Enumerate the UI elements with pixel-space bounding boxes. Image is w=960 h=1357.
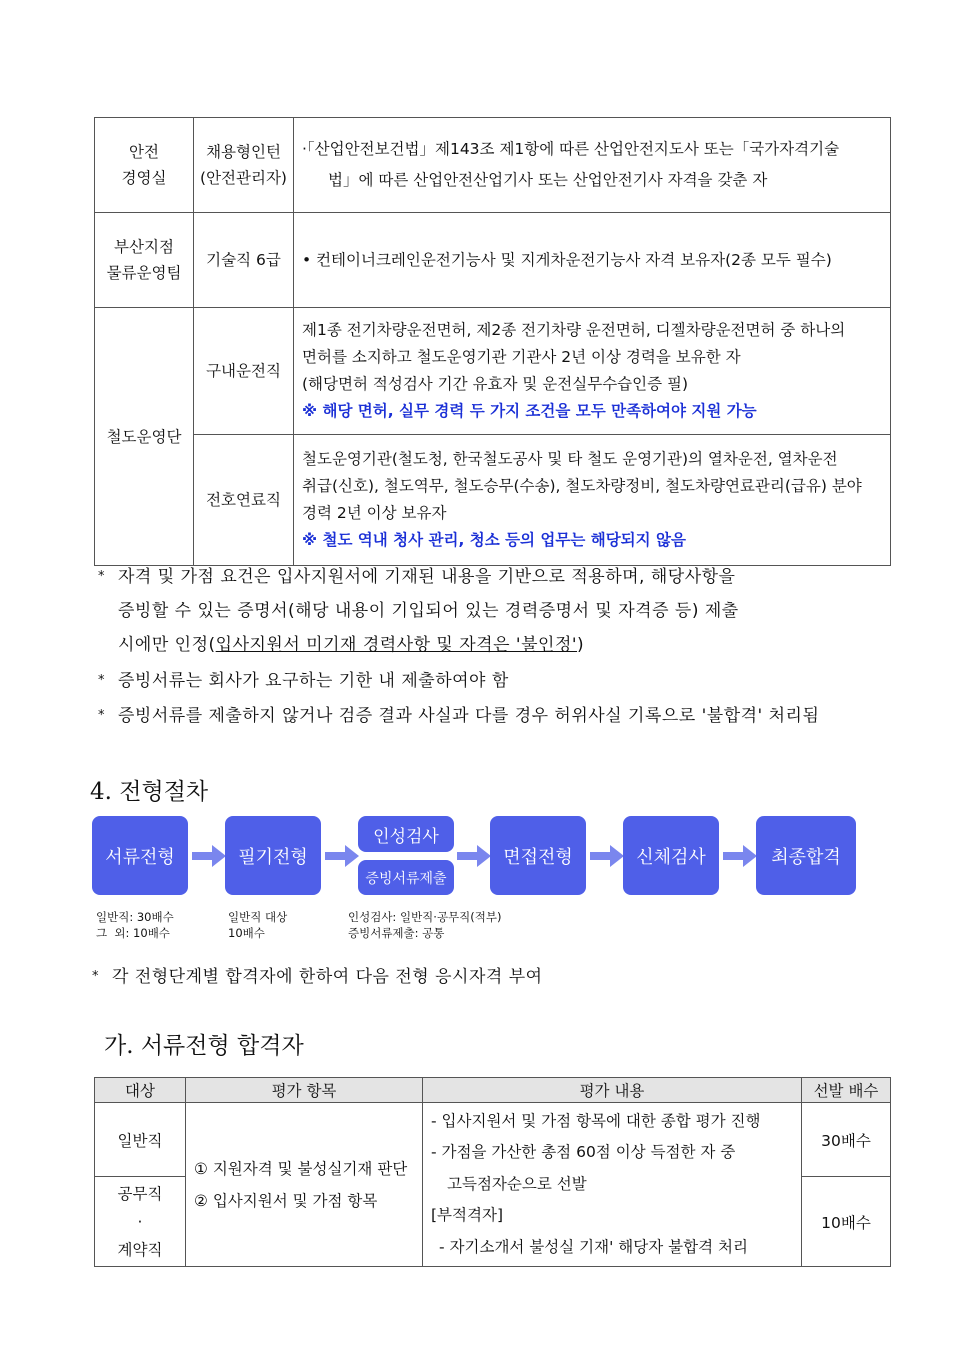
arrow-right-icon bbox=[590, 845, 624, 867]
requirements-table bbox=[94, 117, 891, 566]
step-written: 필기전형 bbox=[225, 816, 321, 895]
role-cell: 전호연료직 bbox=[194, 435, 294, 566]
step-documents-submit: 증빙서류제출 bbox=[358, 860, 454, 895]
requirement-cell: 철도운영기관(철도청, 한국철도공사 및 타 철도 운영기관)의 열차운전, 열차운전 취급(신호), 철도역무, 철도승무(수송), 철도차량정비, 철도차량연료관리(급유) 분야 경력 2년 이상 보유자 ※ 철도 역내 청사 관리, 청소 등의 업무는 해당되지 않음 bbox=[294, 435, 891, 566]
step-interview: 면접전형 bbox=[490, 816, 586, 895]
header-multiplier: 선발 배수 bbox=[802, 1078, 891, 1103]
arrow-right-icon bbox=[325, 845, 359, 867]
arrow-right-icon bbox=[457, 845, 491, 867]
caption-document: 일반직: 30배수 그 외: 10배수 bbox=[96, 910, 174, 940]
evaluation-content: - 입사지원서 및 가점 항목에 대한 종합 평가 진행 - 가점을 가산한 총점 60점 이상 득점한 자 중 고득점자순으로 선발 [부적격자] - 자기소개서 불성실 기재' 해당자 불합격 처리 bbox=[423, 1103, 802, 1267]
role-cell: 채용형인턴 (안전관리자) bbox=[194, 118, 294, 213]
multiplier-general: 30배수 bbox=[802, 1103, 891, 1177]
header-content: 평가 내용 bbox=[423, 1078, 802, 1103]
target-other: 공무직 · 계약직 bbox=[95, 1177, 186, 1267]
evaluation-items: ① 지원자격 및 불성실기재 판단 ② 입사지원서 및 가점 항목 bbox=[186, 1103, 423, 1267]
note-3: * 증빙서류를 제출하지 않거나 검증 결과 사실과 다를 경우 허위사실 기록으로 '불합격' 처리됨 bbox=[98, 706, 820, 726]
caption-written: 일반직 대상 10배수 bbox=[228, 910, 288, 940]
requirement-cell: ·「산업안전보건법」제143조 제1항에 따른 산업안전지도사 또는「국가자격기술 법」에 따른 산업안전산업기사 또는 산업안전기사 자격을 갖춘 자 bbox=[294, 118, 891, 213]
role-cell: 기술직 6급 bbox=[194, 213, 294, 308]
note-stage: * 각 전형단계별 합격자에 한하여 다음 전형 응시자격 부여 bbox=[92, 967, 543, 987]
note-2: * 증빙서류는 회사가 요구하는 기한 내 제출하여야 함 bbox=[98, 671, 509, 691]
selection-table bbox=[94, 1077, 891, 1267]
subsection-title: 가. 서류전형 합격자 bbox=[104, 1033, 304, 1059]
header-target: 대상 bbox=[95, 1078, 186, 1103]
dept-cell: 부산지점 물류운영팀 bbox=[95, 213, 194, 308]
multiplier-other: 10배수 bbox=[802, 1177, 891, 1267]
caption-personality: 인성검사: 일반직·공무직(적부) 증빙서류제출: 공통 bbox=[348, 910, 502, 940]
dept-cell: 철도운영단 bbox=[95, 308, 194, 566]
note-1: * 자격 및 가점 요건은 입사지원서에 기재된 내용을 기반으로 적용하며, 해당사항을 증빙할 수 있는 증명서(해당 내용이 기입되어 있는 경력증명서 및 자격증 등) 제출 시에만 인정(입사지원서 미기재 경력사항 및 자격은 '불인정') bbox=[98, 567, 739, 655]
notice-text: ※ 철도 역내 청사 관리, 청소 등의 업무는 해당되지 않음 bbox=[302, 531, 686, 549]
target-general: 일반직 bbox=[95, 1103, 186, 1177]
requirement-cell: • 컨테이너크레인운전기능사 및 지게차운전기능사 자격 보유자(2종 모두 필수) bbox=[294, 213, 891, 308]
section-title: 4. 전형절차 bbox=[90, 779, 209, 805]
step-document: 서류전형 bbox=[92, 816, 188, 895]
step-physical: 신체검사 bbox=[623, 816, 719, 895]
header-items: 평가 항목 bbox=[186, 1078, 423, 1103]
step-final: 최종합격 bbox=[756, 816, 856, 895]
step-personality: 인성검사 bbox=[358, 816, 454, 852]
arrow-right-icon bbox=[723, 845, 757, 867]
dept-cell: 안전 경영실 bbox=[95, 118, 194, 213]
notice-text: ※ 해당 면허, 실무 경력 두 가지 조건을 모두 만족하여야 지원 가능 bbox=[302, 402, 757, 420]
role-cell: 구내운전직 bbox=[194, 308, 294, 435]
requirement-cell: 제1종 전기차량운전면허, 제2종 전기차량 운전면허, 디젤차량운전면허 중 하나의 면허를 소지하고 철도운영기관 기관사 2년 이상 경력을 보유한 자 (해당면허 적성검사 기간 유효자 및 운전실무수습인증 필) ※ 해당 면허, 실무 경력 두 가지 조건을 모두 만족하여야 지원 가능 bbox=[294, 308, 891, 435]
arrow-right-icon bbox=[192, 845, 226, 867]
